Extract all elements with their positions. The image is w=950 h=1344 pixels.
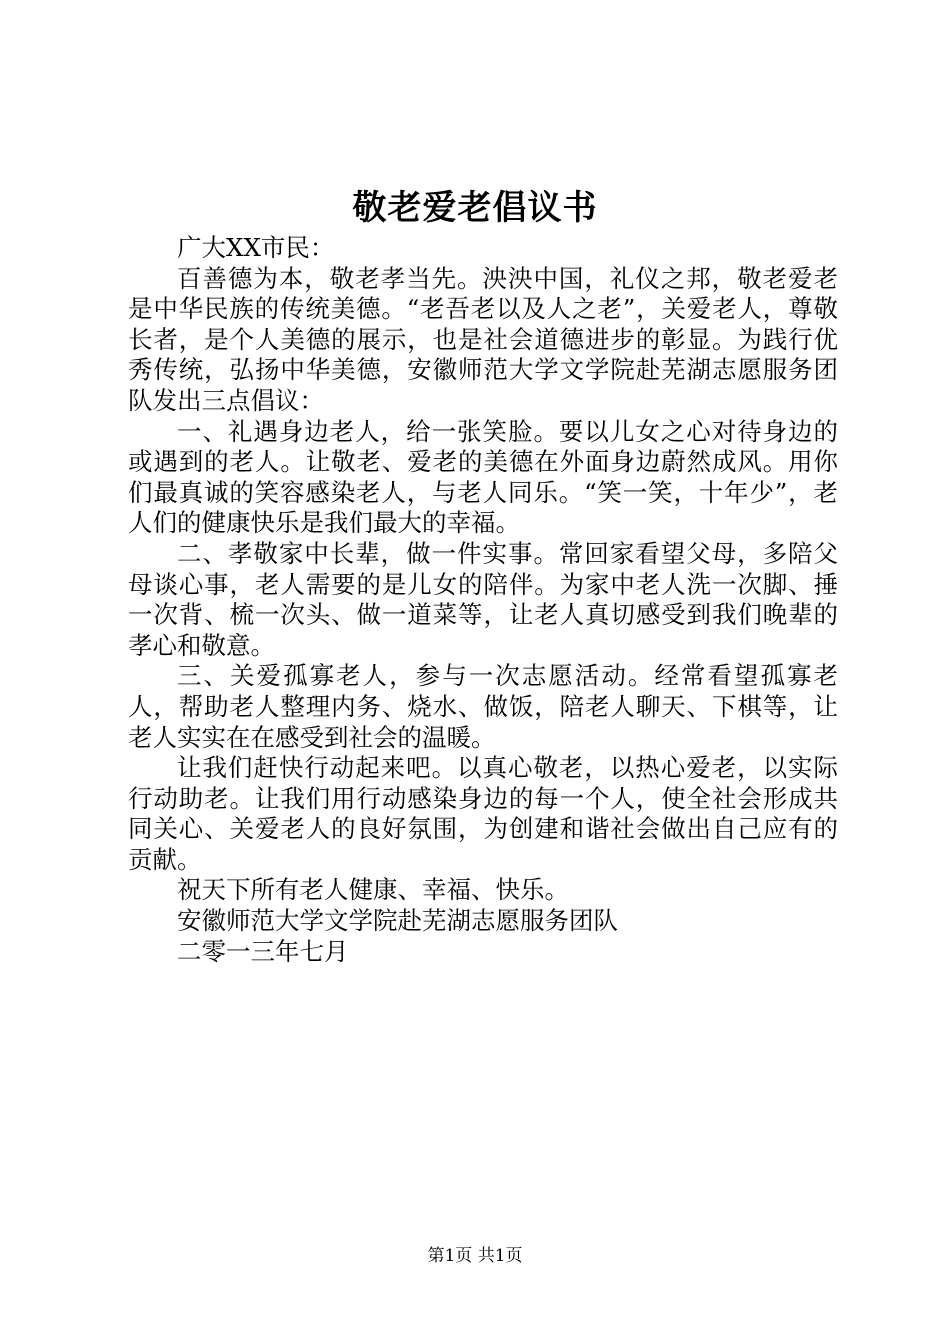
paragraph-call-to-action: 让我们赶快行动起来吧。以真心敬老，以热心爱老，以实际行动助老。让我们用行动感染身边的每一个人，使全社会形成共同关心、关爱老人的良好氛围，为创建和谐社会做出自己应有的贡献。 [128,753,838,874]
page-title: 敬老爱老倡议书 [352,188,598,228]
salutation: 广大XX市民： [177,233,335,262]
paragraph-intro: 百善德为本，敬老孝当先。泱泱中国，礼仪之邦，敬老爱老是中华民族的传统美德。“老吾老以及人之老”，关爱老人，尊敬长者，是个人美德的展示，也是社会道德进步的彰显。为践行优秀传统，弘扬中华美德，安徽师范大学文学院赴芜湖志愿服务团队发出三点倡议： [128,263,838,415]
closing-line: 祝天下所有老人健康、幸福、快乐。 [177,875,569,905]
page-footer: 第1页 共1页 [427,1246,523,1266]
paragraph-proposal-3: 三、关爱孤寡老人，参与一次志愿活动。经常看望孤寡老人，帮助老人整理内务、烧水、做饭，陪老人聊天、下棋等，让老人实实在在感受到社会的温暖。 [128,661,838,752]
signature: 安徽师范大学文学院赴芜湖志愿服务团队 [177,906,618,936]
date-line: 二零一三年七月 [177,936,349,966]
paragraph-proposal-2: 二、孝敬家中长辈，做一件实事。常回家看望父母，多陪父母谈心事，老人需要的是儿女的陪伴。为家中老人洗一次脚、捶一次背、梳一次头、做一道菜等，让老人真切感受到我们晚辈的孝心和敬意。 [128,538,838,660]
paragraph-proposal-1: 一、礼遇身边老人，给一张笑脸。要以儿女之心对待身边的或遇到的老人。让敬老、爱老的美德在外面身边蔚然成风。用你们最真诚的笑容感染老人，与老人同乐。“笑一笑，十年少”，老人们的健康快乐是我们最大的幸福。 [128,416,838,538]
document-body [128,233,838,967]
